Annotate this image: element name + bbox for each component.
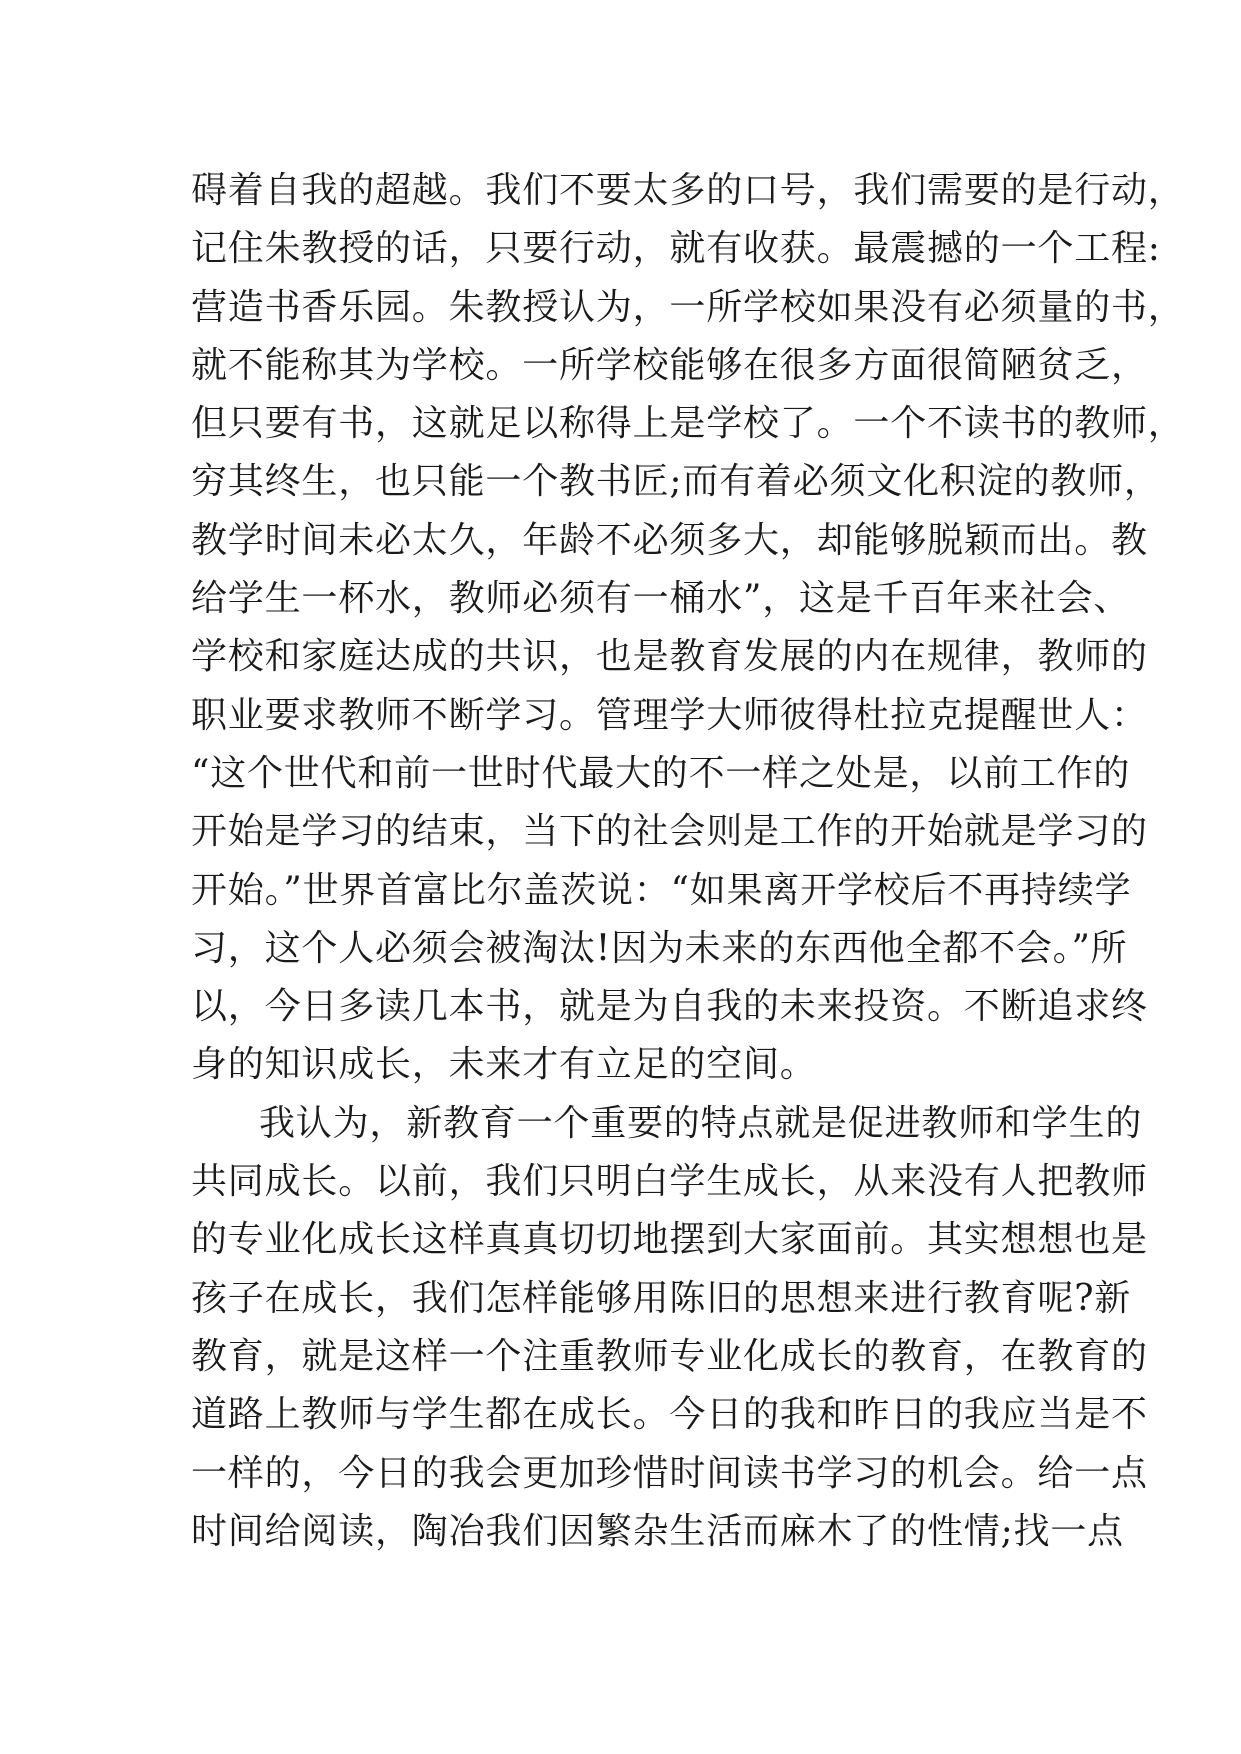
text-line: 共同成长。以前，我们只明白学生成长，从来没有人把教师 [191, 1161, 1148, 1203]
text-line: 身的知识成长，未来才有立足的空间。 [191, 1044, 817, 1086]
text-line: 就不能称其为学校。一所学校能够在很多方面很简陋贫乏， [191, 344, 1148, 386]
text-line: 以，今日多读几本书，就是为自我的未来投资。不断追求终 [191, 986, 1148, 1028]
text-line: 习，这个人必须会被淘汰!因为未来的东西他全都不会。”所 [191, 927, 1128, 969]
text-line: 开始是学习的结束，当下的社会则是工作的开始就是学习的 [191, 811, 1148, 853]
text-line: 学校和家庭达成的共识，也是教育发展的内在规律，教师的 [191, 636, 1148, 678]
text-line: 记住朱教授的话，只要行动，就有收获。最震撼的一个工程: [191, 228, 1161, 270]
body-text [191, 162, 1185, 1561]
text-line: 道路上教师与学生都在成长。今日的我和昨日的我应当是不 [191, 1394, 1148, 1436]
text-line: 职业要求教师不断学习。管理学大师彼得杜拉克提醒世人： [191, 694, 1148, 736]
text-line: 但只要有书，这就足以称得上是学校了。一个不读书的教师， [191, 403, 1185, 445]
text-line: 教育，就是这样一个注重教师专业化成长的教育，在教育的 [191, 1335, 1148, 1377]
text-line: 碍着自我的超越。我们不要太多的口号，我们需要的是行动， [191, 170, 1185, 211]
text-line: 我认为，新教育一个重要的特点就是促进教师和学生的 [259, 1102, 1143, 1144]
text-line: 教学时间未必太久，年龄不必须多大，却能够脱颖而出。教 [191, 519, 1148, 561]
text-line: 一样的，今日的我会更加珍惜时间读书学习的机会。给一点 [191, 1452, 1148, 1494]
text-line: 时间给阅读，陶冶我们因繁杂生活而麻木了的性情;找一点 [191, 1510, 1124, 1552]
text-line: 开始。”世界首富比尔盖茨说：“如果离开学校后不再持续学 [191, 869, 1132, 911]
text-line: 给学生一杯水，教师必须有一桶水”，这是千百年来社会、 [191, 578, 1131, 620]
text-line: 营造书香乐园。朱教授认为，一所学校如果没有必须量的书， [191, 286, 1185, 328]
text-line: 穷其终生，也只能一个教书匠;而有着必须文化积淀的教师， [191, 461, 1161, 503]
text-line: 孩子在成长，我们怎样能够用陈旧的思想来进行教育呢?新 [191, 1277, 1132, 1319]
text-line: 的专业化成长这样真真切切地摆到大家面前。其实想想也是 [191, 1219, 1148, 1261]
text-line: “这个世代和前一世时代最大的不一样之处是，以前工作的 [191, 752, 1131, 794]
